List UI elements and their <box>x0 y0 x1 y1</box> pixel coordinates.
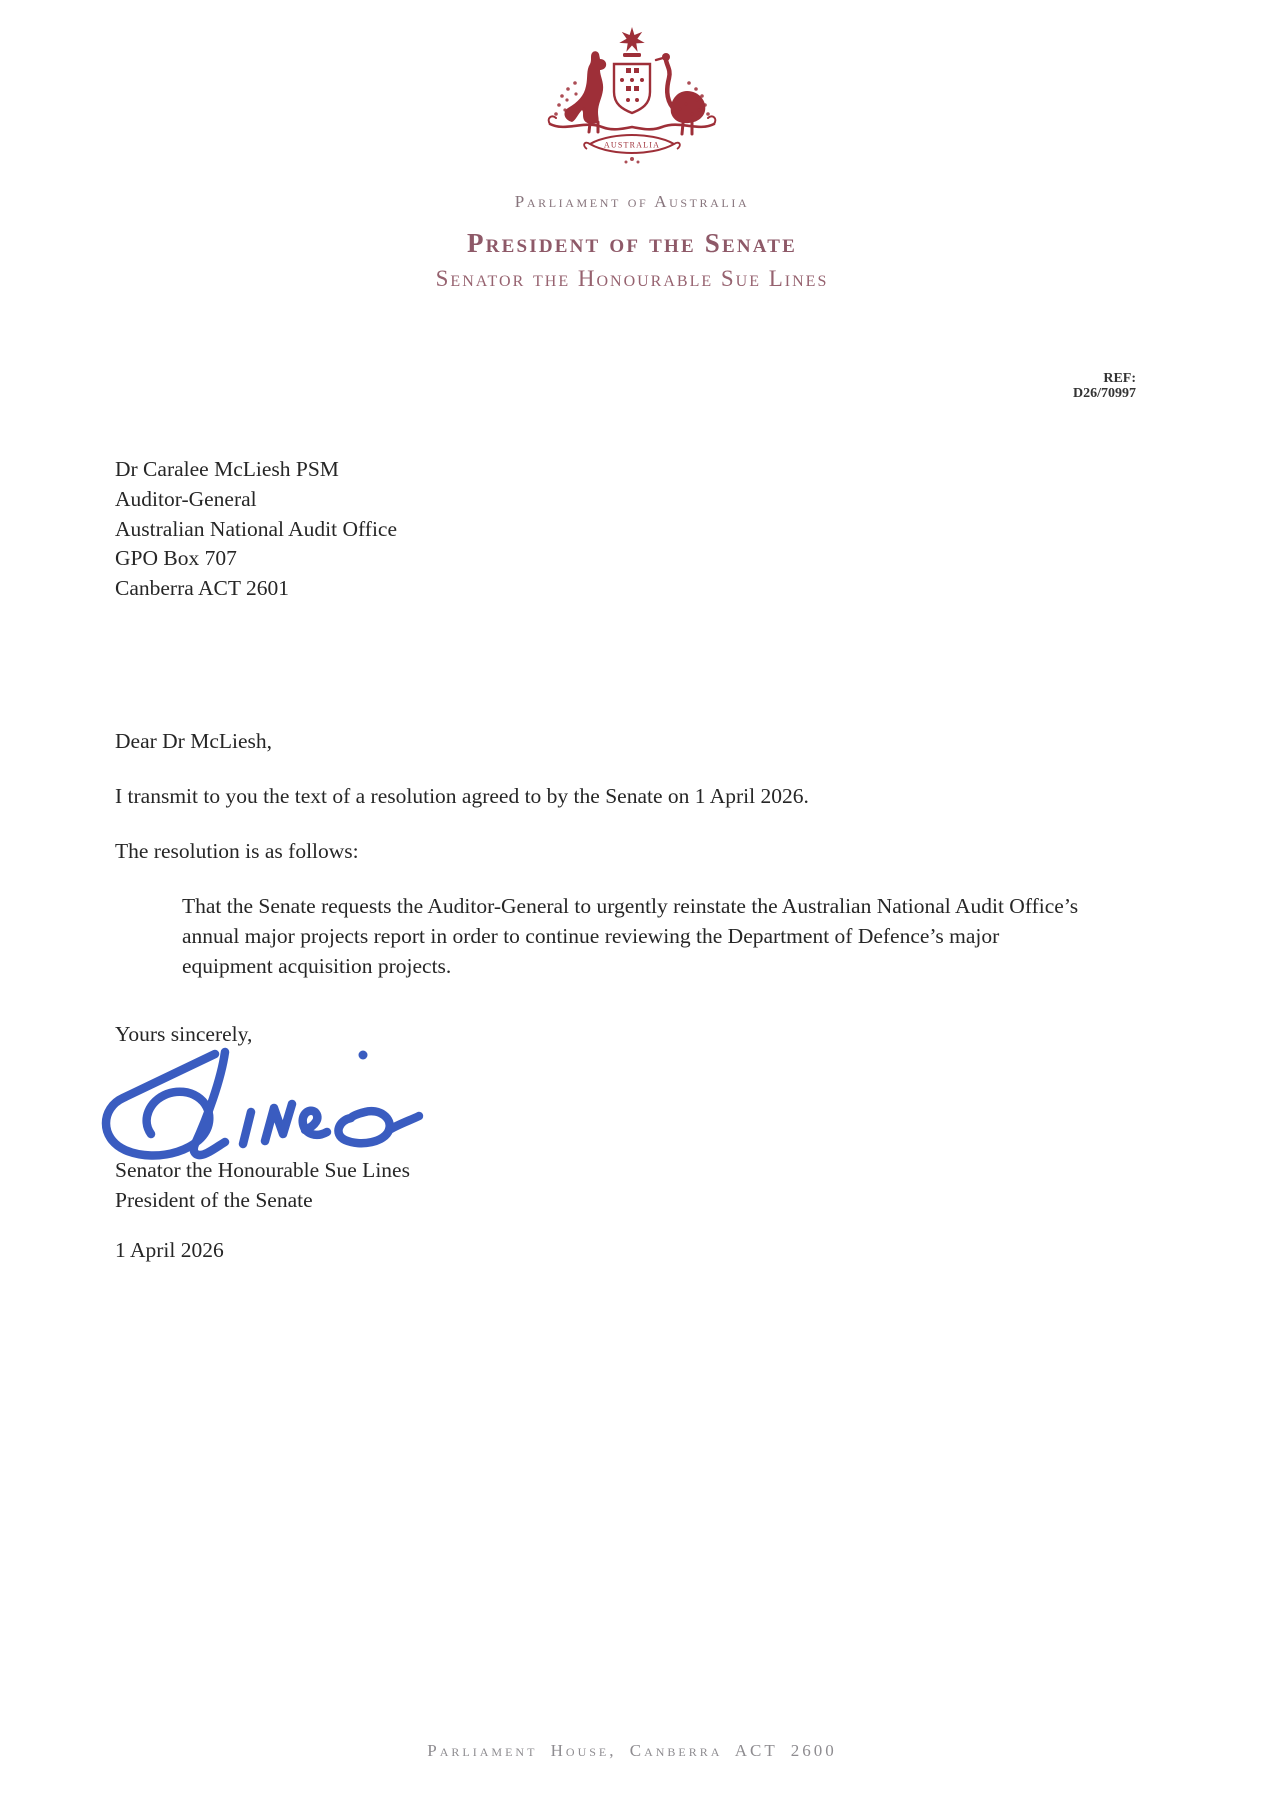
recipient-organisation: Australian National Audit Office <box>115 516 398 541</box>
salutation: Dear Dr McLiesh, <box>115 729 273 753</box>
australian-coat-of-arms-icon <box>532 26 732 166</box>
letterhead-org: Parliament of Australia <box>514 192 750 211</box>
signatory-title: President of the Senate <box>115 1188 313 1212</box>
body-paragraph-2: The resolution is as follows: <box>115 839 359 863</box>
signatory-name: Senator the Honourable Sue Lines <box>115 1158 410 1182</box>
reference-label: REF: <box>1103 371 1136 386</box>
letter-date: 1 April 2026 <box>115 1238 224 1262</box>
signoff-block <box>115 1155 410 1215</box>
resolution-text: That the Senate requests the Auditor-General to urgently reinstate the Australian National Audit Office’s annual major projects report in order to continue reviewing the Department of Defence’s major equipment acquisition projects. <box>182 894 1079 978</box>
body-paragraph-1: I transmit to you the text of a resolution agreed to by the Senate on 1 April 2026. <box>115 784 809 808</box>
recipient-title: Auditor-General <box>115 486 257 511</box>
reference-number: D26/70997 <box>1073 386 1136 401</box>
crest-banner-label: AUSTRALIA <box>603 140 661 150</box>
recipient-name: Dr Caralee McLiesh PSM <box>115 457 339 481</box>
letterhead-subtitle: Senator the Honourable Sue Lines <box>435 266 829 291</box>
recipient-city: Canberra ACT 2601 <box>115 576 289 601</box>
letterhead-title: President of the Senate <box>466 228 798 258</box>
closing-phrase: Yours sincerely, <box>115 1022 253 1046</box>
recipient-address <box>115 455 397 604</box>
recipient-po-box: GPO Box 707 <box>115 546 237 571</box>
reference-block <box>1073 371 1136 401</box>
signature <box>93 1046 425 1164</box>
footer-address: Parliament House, Canberra ACT 2600 <box>427 1741 837 1760</box>
